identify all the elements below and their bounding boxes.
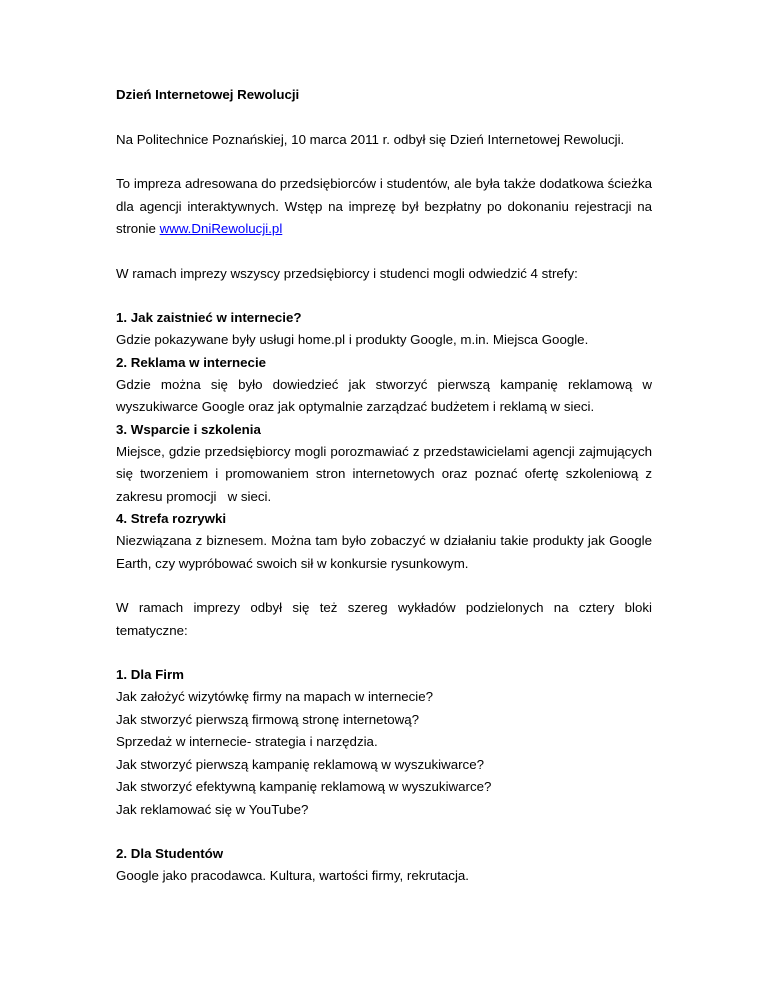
zone-heading: 1. Jak zaistnieć w internecie? [116,310,302,325]
lecture-block-heading: 2. Dla Studentów [116,846,224,861]
zone-description: Miejsce, gdzie przedsiębiorcy mogli porozmawiać z przedstawicielami agencji zajmujących się tworzeniem i promowaniem stron internetowych oraz poznać ofertę szkoleniową z zakresu promocji w sieci. [116,443,656,504]
event-description-paragraph [116,173,652,241]
document-page [116,84,656,910]
lecture-item: Jak stworzyć efektywną kampanię reklamową w wyszukiwarce? [116,779,492,794]
document-title: Dzień Internetowej Rewolucji [116,87,300,102]
zone-description: Gdzie pokazywane były usługi home.pl i produkty Google, m.in. Miejsca Google. [116,332,589,347]
lecture-block-students [116,843,652,888]
lectures-intro-paragraph: W ramach imprezy odbył się też szereg wykładów podzielonych na cztery bloki tematyczne: [116,600,652,638]
zones-list [116,307,656,575]
zone-heading: 4. Strefa rozrywki [116,511,227,526]
lecture-item: Jak założyć wizytówkę firmy na mapach w internecie? [116,689,434,704]
lecture-item: Jak stworzyć pierwszą firmową stronę internetową? [116,711,419,727]
lecture-block-heading: 1. Dla Firm [116,667,184,682]
lecture-item: Jak reklamować się w YouTube? [116,801,309,817]
zone-heading: 2. Reklama w internecie [116,354,267,370]
lecture-item: Google jako pracodawca. Kultura, wartości firmy, rekrutacja. [116,868,470,883]
lecture-block-firms [116,664,652,821]
zone-description: Gdzie można się było dowiedzieć jak stworzyć pierwszą kampanię reklamową w wyszukiwarce Google oraz jak optymalnie zarządzać budżetem i reklamą w sieci. [116,376,652,414]
intro-paragraph: Na Politechnice Poznańskiej, 10 marca 2011 r. odbył się Dzień Internetowej Rewolucji. [116,131,625,147]
event-website-link[interactable]: www.DniRewolucji.pl [159,221,283,236]
event-description-text: To impreza adresowana do przedsiębiorców i studentów, ale była także dodatkowa ścieżka dla agencji interaktywnych. Wstęp na imprezę był bezpłatny po dokonaniu rejestracji na stronie [116,176,652,236]
lecture-item: Sprzedaż w internecie- strategia i narzędzia. [116,734,378,749]
zones-intro-paragraph: W ramach imprezy wszyscy przedsiębiorcy i studenci mogli odwiedzić 4 strefy: [116,265,578,281]
zone-heading: 3. Wsparcie i szkolenia [116,421,261,437]
lecture-item: Jak stworzyć pierwszą kampanię reklamową w wyszukiwarce? [116,756,484,772]
zone-description: Niezwiązana z biznesem. Można tam było zobaczyć w działaniu takie produkty jak Google Earth, czy wypróbować swoich sił w konkursie rysunkowym. [116,533,652,571]
